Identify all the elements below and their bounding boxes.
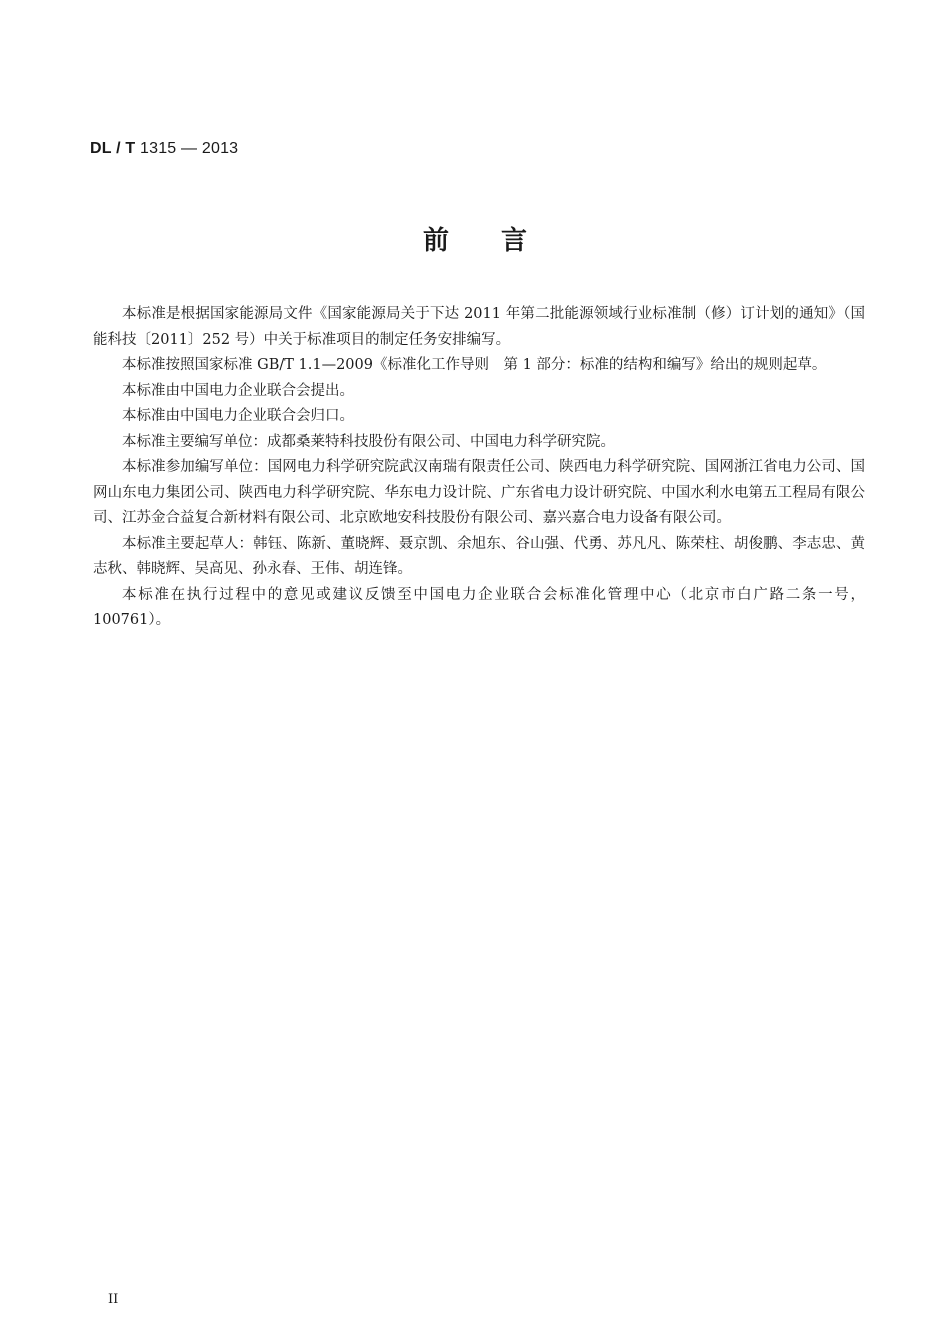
paragraph-centralized-management: 本标准由中国电力企业联合会归口。 — [122, 408, 354, 424]
paragraph-proposer: 本标准由中国电力企业联合会提出。 — [122, 382, 354, 399]
paragraph-plan-source: 本标准是根据国家能源局文件《国家能源局关于下达 2011 年第二批能源领域行业标准制（修）订计划的通知》（国能科技〔2011〕252 号）中关于标准项目的制定任务安排编写。 — [93, 306, 865, 348]
document-code — [90, 140, 238, 158]
paragraph-participating-units: 本标准参加编写单位：国网电力科学研究院武汉南瑞有限责任公司、陕西电力科学研究院、国网浙江省电力公司、国网山东电力集团公司、陕西电力科学研究院、华东电力设计院、广东省电力设计研究院、中国水利水电第五工程局有限公司、江苏金合益复合新材料有限公司、北京欧地安科技股份有限公司、嘉兴嘉合电力设备有限公司。 — [93, 459, 865, 526]
document-code-prefix: DL / T — [90, 140, 136, 157]
page-number: II — [108, 1292, 119, 1307]
foreword-body — [93, 302, 865, 634]
page-title: 前言 — [422, 226, 579, 256]
paragraph-drafting-rules: 本标准按照国家标准 GB/T 1.1—2009《标准化工作导则 第 1 部分：标准的结构和编写》给出的规则起草。 — [122, 357, 827, 373]
paragraph-main-drafting-units: 本标准主要编写单位：成都桑莱特科技股份有限公司、中国电力科学研究院。 — [122, 433, 615, 450]
paragraph-feedback: 本标准在执行过程中的意见或建议反馈至中国电力企业联合会标准化管理中心（北京市白广路二条一号，100761）。 — [93, 586, 865, 628]
document-code-number: 1315 — 2013 — [135, 140, 239, 157]
paragraph-main-drafters: 本标准主要起草人：韩钰、陈新、董晓辉、聂京凯、余旭东、谷山强、代勇、苏凡凡、陈荣柱、胡俊鹏、李志忠、黄志秋、韩晓辉、吴高见、孙永春、王伟、胡连锋。 — [93, 535, 865, 577]
